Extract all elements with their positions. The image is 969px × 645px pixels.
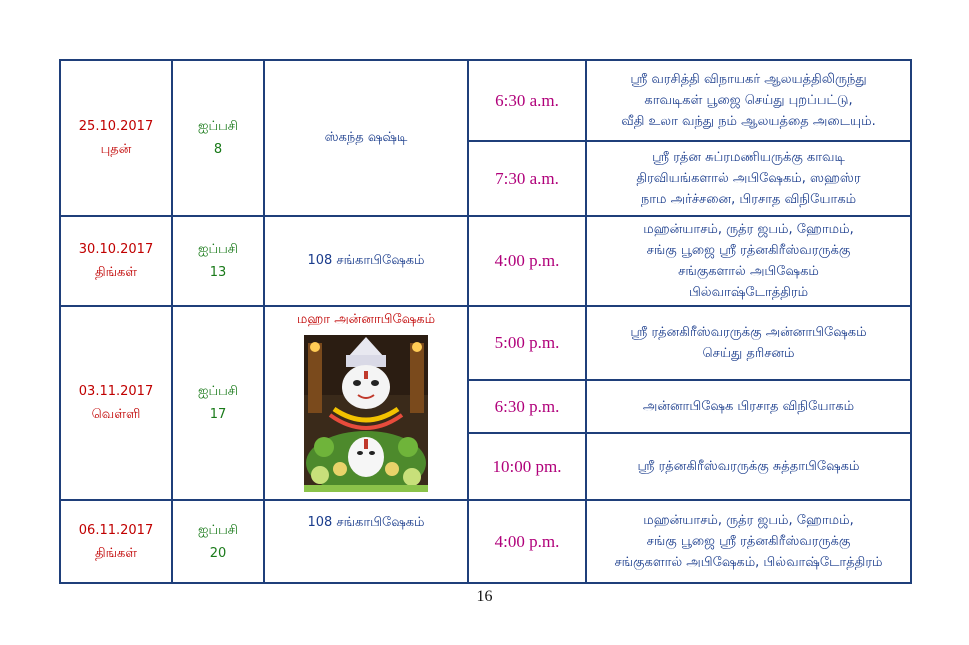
description-line: சங்குகளால் அபிஷேகம் — [678, 264, 819, 279]
date-cell — [60, 500, 172, 583]
date-cell — [60, 306, 172, 500]
description-cell — [586, 141, 911, 216]
tamil-month-day: 17 — [209, 407, 227, 422]
description-line: அன்னாபிஷேக பிரசாத விநியோகம் — [642, 399, 855, 414]
table-row — [60, 500, 911, 583]
description-cell — [586, 60, 911, 141]
description-cell — [586, 500, 911, 583]
tamil-month-cell — [172, 306, 264, 500]
description-line: காவடிகள் பூஜை செய்து புறப்பட்டு, — [644, 93, 853, 108]
tamil-month-cell — [172, 500, 264, 583]
description-cell — [586, 380, 911, 433]
time-cell: 6:30 a.m. — [468, 60, 586, 141]
description-line: சங்கு பூஜை ஸ்ரீ ரத்னகிரீஸ்வரருக்கு — [646, 534, 851, 549]
weekday-text: புதன் — [100, 142, 132, 157]
deity-photo — [304, 335, 428, 492]
weekday-text: திங்கள் — [94, 545, 138, 561]
table-row — [60, 60, 911, 141]
table-row — [60, 216, 911, 306]
description-line: வீதி உலா வந்து நம் ஆலயத்தை அடையும். — [621, 114, 876, 129]
event-title: 108 சங்காபிஷேகம் — [307, 515, 425, 530]
festival-schedule-table — [59, 59, 912, 584]
description-line: ஸ்ரீ ரத்னகிரீஸ்வரருக்கு சுத்தாபிஷேகம் — [637, 459, 860, 474]
description-line: ஸ்ரீ ரத்ன சுப்ரமணியருக்கு காவடி — [652, 150, 845, 165]
tamil-month-name: ஐப்பசி — [198, 384, 238, 399]
event-title: ஸ்கந்த ஷஷ்டி — [324, 130, 408, 145]
date-text: 30.10.2017 — [78, 242, 154, 257]
date-text: 03.11.2017 — [78, 384, 154, 399]
tamil-month-name: ஐப்பசி — [198, 522, 238, 538]
date-text: 25.10.2017 — [78, 119, 154, 134]
time-cell: 4:00 p.m. — [468, 216, 586, 306]
weekday-text: திங்கள் — [94, 265, 138, 280]
table-row — [60, 306, 911, 380]
event-title: மஹா அன்னாபிஷேகம் — [296, 312, 436, 327]
description-line: மஹன்யாசம், ருத்ர ஜபம், ஹோமம், — [643, 222, 854, 237]
time-cell: 7:30 a.m. — [468, 141, 586, 216]
time-cell: 5:00 p.m. — [468, 306, 586, 380]
page-number: 16 — [476, 588, 493, 605]
tamil-month-cell — [172, 216, 264, 306]
description-line: மஹன்யாசம், ருத்ர ஜபம், ஹோமம், — [643, 513, 854, 528]
description-line: சங்கு பூஜை ஸ்ரீ ரத்னகிரீஸ்வரருக்கு — [646, 243, 851, 258]
description-cell — [586, 306, 911, 380]
description-line: சங்குகளால் அபிஷேகம், பில்வாஷ்டோத்திரம் — [614, 555, 883, 570]
description-cell — [586, 433, 911, 500]
date-cell — [60, 60, 172, 216]
time-cell: 6:30 p.m. — [468, 380, 586, 433]
time-cell: 10:00 pm. — [468, 433, 586, 500]
weekday-text: வெள்ளி — [91, 407, 141, 422]
tamil-month-day: 20 — [209, 545, 227, 561]
tamil-month-day: 13 — [209, 265, 227, 280]
description-line: திரவியங்களால் அபிஷேகம், ஸஹஸ்ர — [636, 171, 861, 186]
description-line: பில்வாஷ்டோத்திரம் — [688, 285, 809, 300]
date-cell — [60, 216, 172, 306]
event-cell — [264, 216, 468, 306]
date-text: 06.11.2017 — [78, 522, 154, 538]
description-line: ஸ்ரீ ரத்னகிரீஸ்வரருக்கு அன்னாபிஷேகம் — [630, 325, 867, 340]
tamil-month-name: ஐப்பசி — [198, 242, 238, 257]
tamil-month-cell — [172, 60, 264, 216]
description-line: நாம அர்ச்சனை, பிரசாத விநியோகம் — [640, 192, 857, 207]
description-line: ஸ்ரீ வரசித்தி விநாயகர் ஆலயத்திலிருந்து — [630, 72, 867, 87]
tamil-month-name: ஐப்பசி — [198, 119, 238, 134]
event-cell — [264, 500, 468, 583]
description-cell — [586, 216, 911, 306]
tamil-month-day: 8 — [213, 142, 223, 157]
event-cell — [264, 306, 468, 500]
event-title: 108 சங்காபிஷேகம் — [307, 253, 425, 268]
description-line: செய்து தரிசனம் — [702, 346, 795, 361]
event-cell — [264, 60, 468, 216]
time-cell: 4:00 p.m. — [468, 500, 586, 583]
